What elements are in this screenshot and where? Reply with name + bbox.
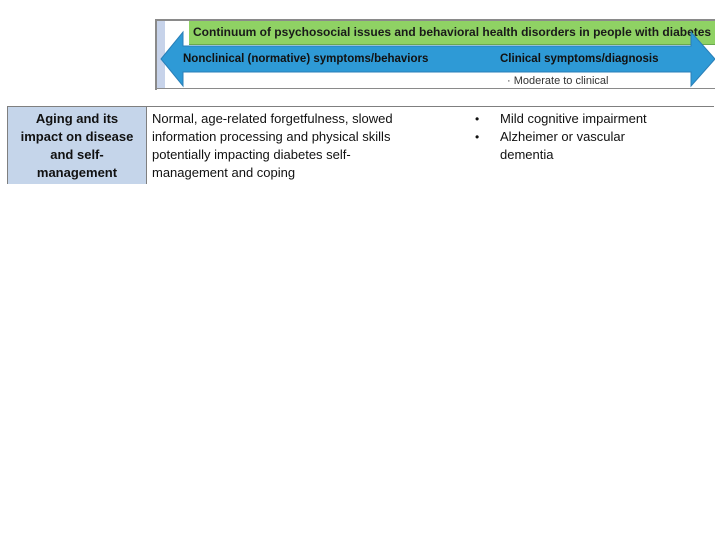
list-item-text: dementia bbox=[500, 147, 554, 162]
row-header-cell bbox=[8, 107, 146, 184]
clinical-label: Clinical symptoms/diagnosis bbox=[500, 53, 659, 65]
row-header-text bbox=[8, 110, 146, 182]
description-line: potentially impacting diabetes self- bbox=[152, 147, 351, 162]
list-item-text: Alzheimer or vascular bbox=[500, 129, 625, 144]
list-item bbox=[470, 110, 710, 128]
row-header-line: and self- bbox=[50, 147, 104, 162]
nonclinical-description bbox=[152, 110, 442, 184]
description-line: Normal, age-related forgetfulness, slowed bbox=[152, 111, 393, 126]
description-line: information processing and physical skills bbox=[152, 129, 391, 144]
nonclinical-label: Nonclinical (normative) symptoms/behaviors bbox=[183, 53, 429, 65]
continuum-title: Continuum of psychosocial issues and behavioral health disorders in people with diabetes bbox=[193, 25, 712, 39]
list-item bbox=[470, 128, 710, 164]
bullet-icon: • bbox=[475, 130, 480, 144]
row-header-line: management bbox=[36, 165, 118, 180]
row-header-line: Aging and its bbox=[35, 111, 119, 126]
continuum-header bbox=[155, 19, 715, 90]
list-item-text: Mild cognitive impairment bbox=[500, 111, 647, 126]
cut-off-text: · Moderate to clinical bbox=[507, 75, 609, 87]
description-line: management and coping bbox=[152, 165, 296, 180]
column-divider bbox=[146, 106, 147, 184]
clinical-list bbox=[470, 110, 710, 164]
bullet-icon: • bbox=[475, 112, 480, 126]
row-header-line: impact on disease bbox=[20, 129, 134, 144]
